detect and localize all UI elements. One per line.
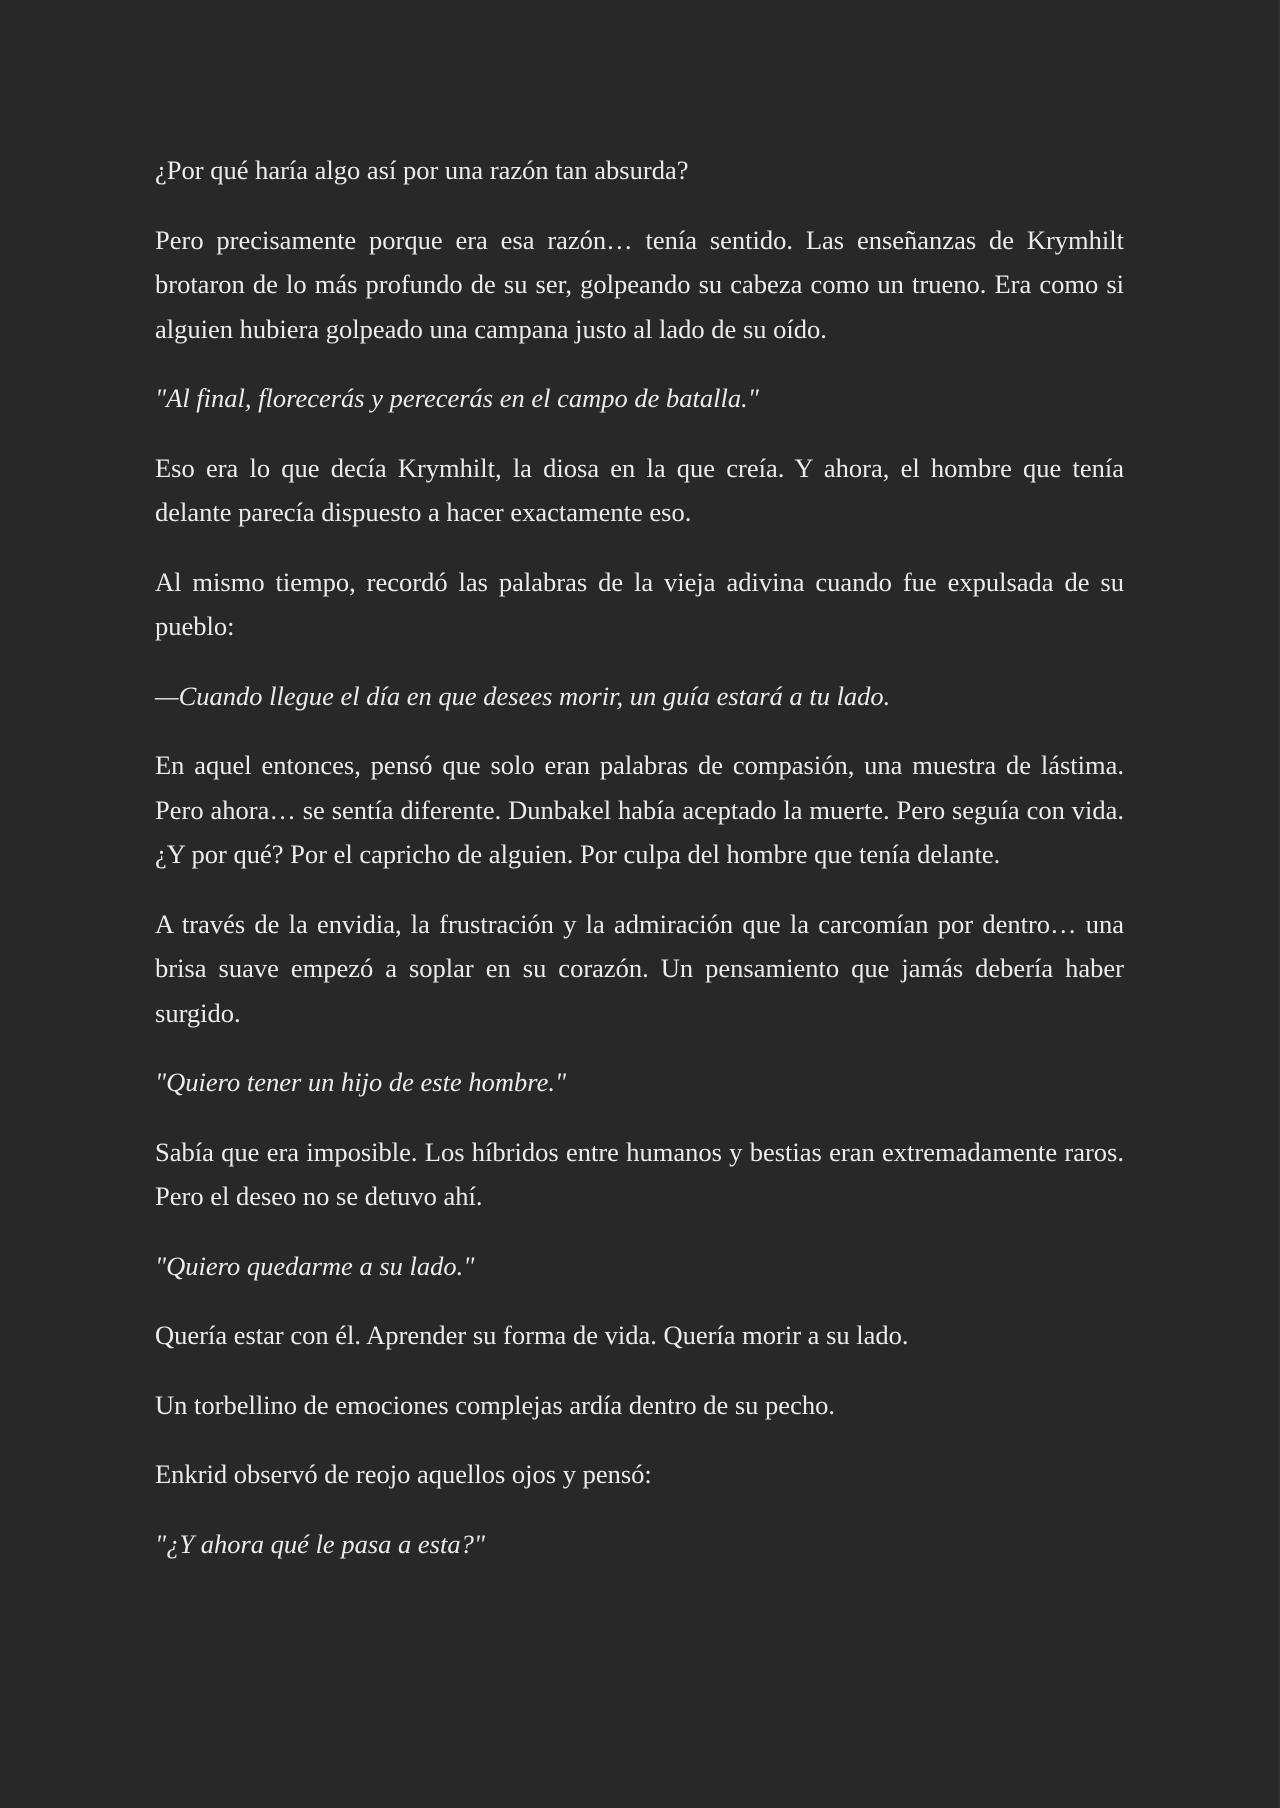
paragraph: Sabía que era imposible. Los híbridos entre humanos y bestias eran extremadamente raros. Pero el deseo no se detuvo ahí. — [155, 1136, 1124, 1211]
paragraph: Quería estar con él. Aprender su forma de vida. Quería morir a su lado. — [155, 1320, 909, 1350]
paragraph: Enkrid observó de reojo aquellos ojos y pensó: — [155, 1459, 652, 1489]
paragraph: Al mismo tiempo, recordó las palabras de la vieja adivina cuando fue expulsada de su pueblo: — [155, 566, 1124, 641]
italic-quote: "Quiero quedarme a su lado." — [155, 1250, 475, 1281]
paragraph: A través de la envidia, la frustración y la admiración que la carcomían por dentro… una brisa suave empezó a soplar en su corazón. Un pensamiento que jamás debería haber surgido. — [155, 908, 1124, 1028]
italic-quote: "¿Y ahora qué le pasa a esta?" — [155, 1528, 485, 1559]
chapter-text — [155, 148, 1124, 1591]
italic-quote: "Quiero tener un hijo de este hombre." — [155, 1067, 567, 1097]
paragraph: Pero precisamente porque era esa razón… tenía sentido. Las enseñanzas de Krymhilt brotaron de lo más profundo de su ser, golpeando su cabeza como un trueno. Era como si alguien hubiera golpeado una campana justo al lado de su oído. — [155, 224, 1124, 344]
italic-quote: —Cuando llegue el día en que desees morir, un guía estará a tu lado. — [155, 680, 891, 711]
paragraph: Eso era lo que decía Krymhilt, la diosa en la que creía. Y ahora, el hombre que tenía delante parecía dispuesto a hacer exactamente eso. — [155, 452, 1124, 527]
paragraph: Un torbellino de emociones complejas ardía dentro de su pecho. — [155, 1389, 835, 1420]
paragraph: En aquel entonces, pensó que solo eran palabras de compasión, una muestra de lástima. Pero ahora… se sentía diferente. Dunbakel había aceptado la muerte. Pero seguía con vida. ¿Y por qué? Por el capricho de alguien. Por culpa del hombre que tenía delante. — [155, 750, 1124, 869]
paragraph: ¿Por qué haría algo así por una razón tan absurda? — [155, 155, 689, 185]
italic-quote: "Al final, florecerás y perecerás en el campo de batalla." — [155, 383, 759, 413]
